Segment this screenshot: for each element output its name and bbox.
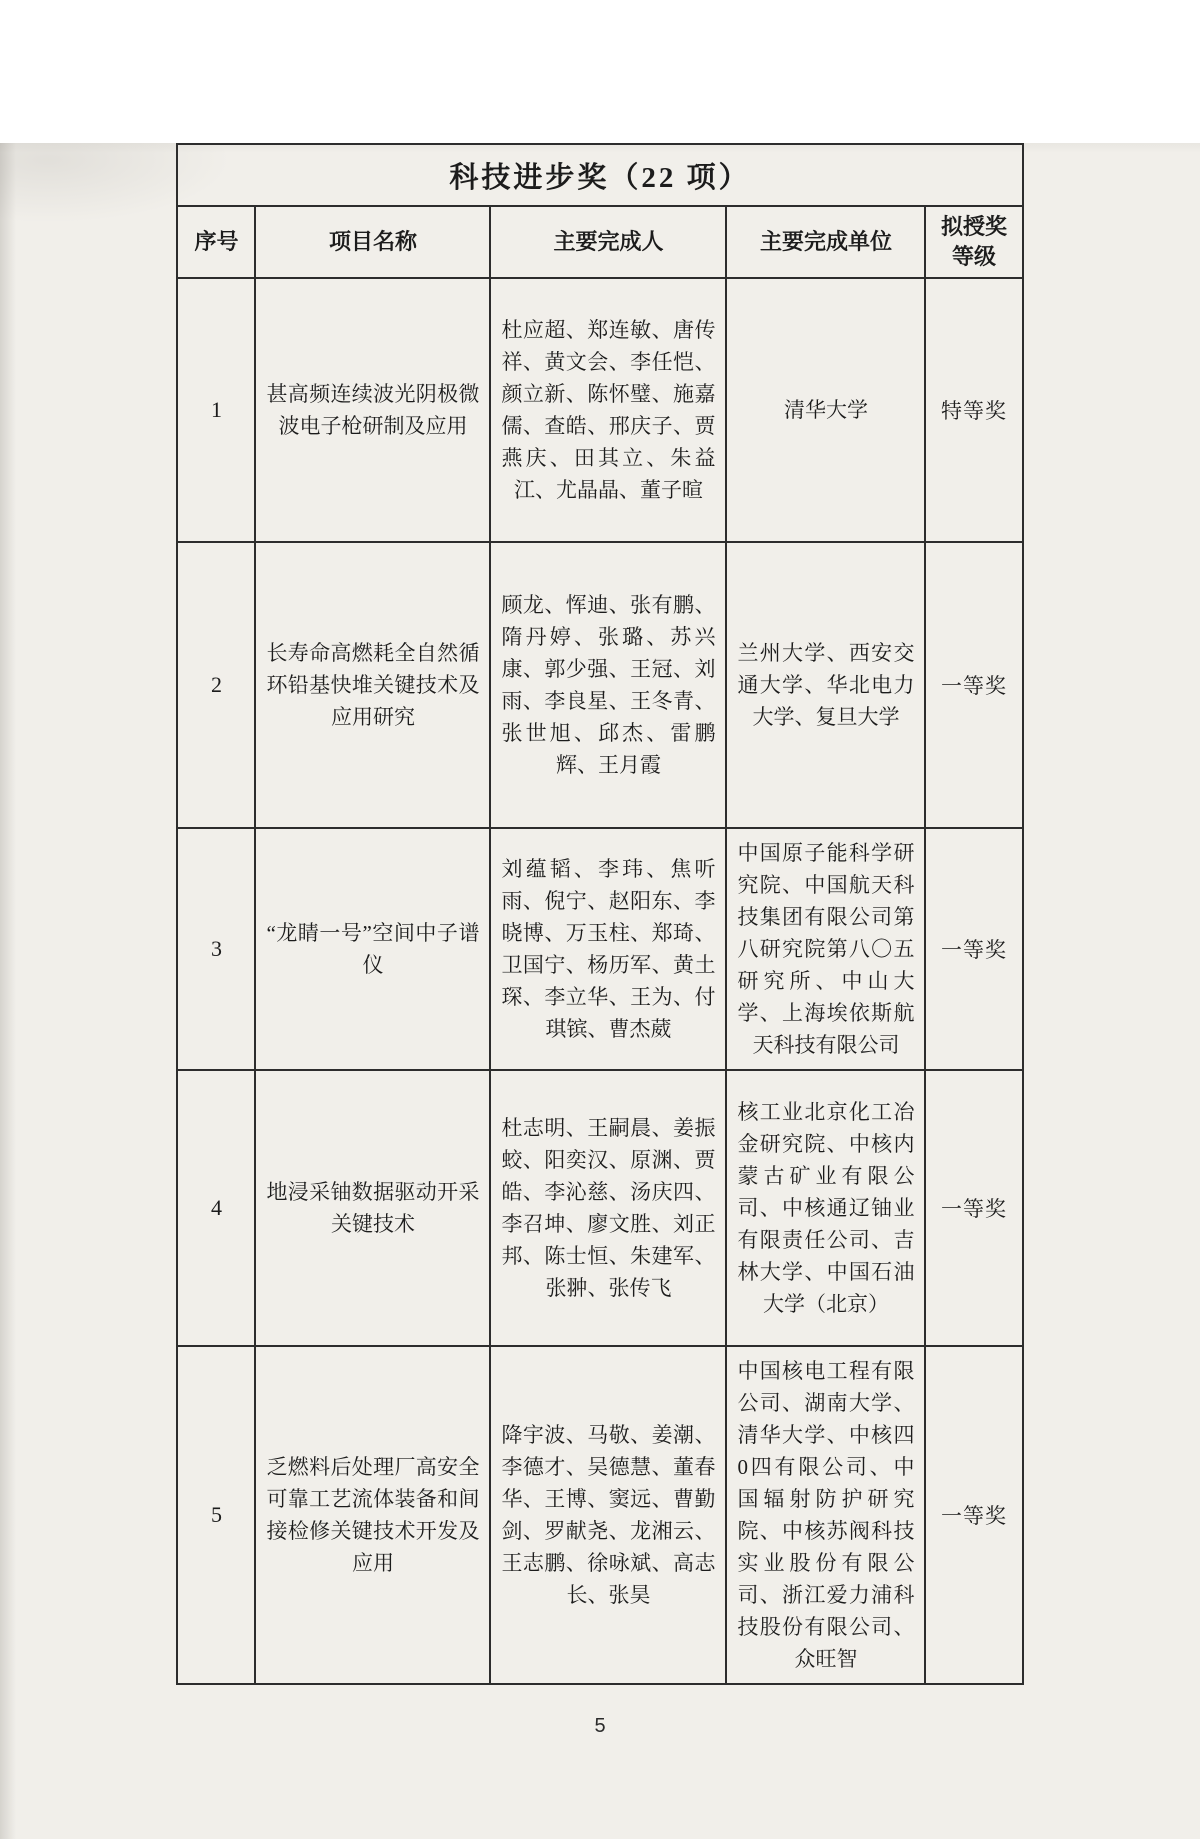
table-title: 科技进步奖（22 项） — [177, 144, 1022, 206]
table-header-row — [177, 206, 1022, 278]
cell-project-name: 乏燃料后处理厂高安全可靠工艺流体装备和间接检修关键技术开发及应用 — [255, 1346, 490, 1684]
cell-project-name: 长寿命高燃耗全自然循环铅基快堆关键技术及应用研究 — [255, 542, 490, 828]
cell-award-level: 一等奖 — [925, 828, 1022, 1070]
header-main-units: 主要完成单位 — [726, 206, 925, 278]
cell-serial-number: 3 — [177, 828, 255, 1070]
header-serial-number: 序号 — [177, 206, 255, 278]
cell-serial-number: 1 — [177, 278, 255, 542]
document-page — [0, 143, 1200, 1839]
table-row — [177, 828, 1022, 1070]
awards-table — [176, 143, 1023, 1685]
cell-contributors: 降宇波、马敬、姜潮、李德才、吴德慧、董春华、王博、窦远、曹勤剑、罗献尧、龙湘云、王志鹏、徐咏斌、高志长、张昊 — [490, 1346, 726, 1684]
cell-project-name: “龙睛一号”空间中子谱仪 — [255, 828, 490, 1070]
table-row — [177, 278, 1022, 542]
header-award-level: 拟授奖等级 — [925, 206, 1022, 278]
table-title-row — [177, 144, 1022, 206]
cell-contributors: 杜应超、郑连敏、唐传祥、黄文会、李任恺、颜立新、陈怀璧、施嘉儒、查皓、邢庆子、贾燕庆、田其立、朱益江、尤晶晶、董子暄 — [490, 278, 726, 542]
cell-contributors: 顾龙、恽迪、张有鹏、隋丹婷、张璐、苏兴康、郭少强、王冠、刘雨、李良星、王冬青、张世旭、邱杰、雷鹏辉、王月霞 — [490, 542, 726, 828]
cell-units: 核工业北京化工冶金研究院、中核内蒙古矿业有限公司、中核通辽铀业有限责任公司、吉林大学、中国石油大学（北京） — [726, 1070, 925, 1346]
header-project-name: 项目名称 — [255, 206, 490, 278]
cell-project-name: 甚高频连续波光阴极微波电子枪研制及应用 — [255, 278, 490, 542]
page-number: 5 — [594, 1715, 606, 1737]
header-main-contributors: 主要完成人 — [490, 206, 726, 278]
cell-award-level: 一等奖 — [925, 1346, 1022, 1684]
cell-award-level: 一等奖 — [925, 1070, 1022, 1346]
cell-award-level: 特等奖 — [925, 278, 1022, 542]
cell-serial-number: 2 — [177, 542, 255, 828]
cell-units: 清华大学 — [726, 278, 925, 542]
table-row — [177, 1070, 1022, 1346]
table-row — [177, 542, 1022, 828]
cell-award-level: 一等奖 — [925, 542, 1022, 828]
cell-serial-number: 4 — [177, 1070, 255, 1346]
cell-serial-number: 5 — [177, 1346, 255, 1684]
cell-project-name: 地浸采铀数据驱动开采关键技术 — [255, 1070, 490, 1346]
cell-units: 中国原子能科学研究院、中国航天科技集团有限公司第八研究院第八〇五研究所、中山大学、上海埃依斯航天科技有限公司 — [726, 828, 925, 1070]
cell-contributors: 刘蕴韬、李玮、焦听雨、倪宁、赵阳东、李晓博、万玉柱、郑琦、卫国宁、杨历军、黄土琛、李立华、王为、付琪镔、曹杰葳 — [490, 828, 726, 1070]
cell-units: 兰州大学、西安交通大学、华北电力大学、复旦大学 — [726, 542, 925, 828]
cell-contributors: 杜志明、王嗣晨、姜振蛟、阳奕汉、原渊、贾皓、李沁慈、汤庆四、李召坤、廖文胜、刘正邦、陈士恒、朱建军、张翀、张传飞 — [490, 1070, 726, 1346]
cell-units: 中国核电工程有限公司、湖南大学、清华大学、中核四0四有限公司、中国辐射防护研究院、中核苏阀科技实业股份有限公司、浙江爱力浦科技股份有限公司、众旺智 — [726, 1346, 925, 1684]
table-row — [177, 1346, 1022, 1684]
